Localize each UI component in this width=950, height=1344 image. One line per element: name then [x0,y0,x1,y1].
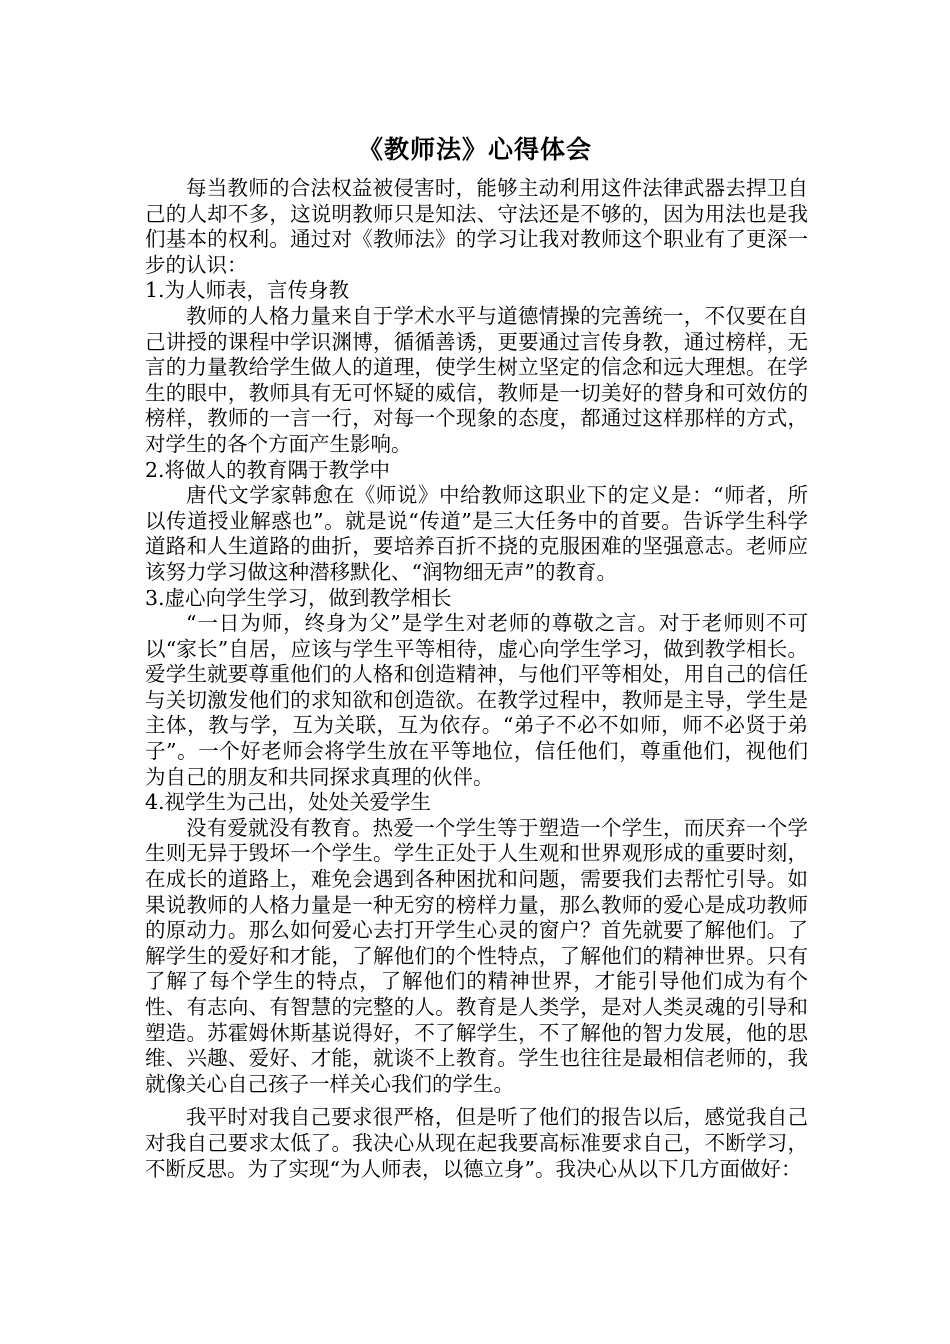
document-body [145,176,808,1182]
closing-paragraph: 我平时对我自己要求很严格，但是听了他们的报告以后，感觉我自己对我自己要求太低了。我决心从现在起我要高标准要求自己，不断学习，不断反思。为了实现“为人师表，以德立身”。我决心从以下几方面做好： [145,1105,808,1181]
section-1-heading: 1.为人师表，言传身教 [145,278,350,303]
section-3-heading: 3.虚心向学生学习，做到教学相长 [145,585,452,610]
section-4-heading: 4.视学生为己出，处处关爱学生 [145,790,432,815]
section-2-heading: 2.将做人的教育隅于教学中 [145,457,391,482]
intro-paragraph: 每当教师的合法权益被侵害时，能够主动利用这件法律武器去捍卫自己的人却不多，这说明教师只是知法、守法还是不够的，因为用法也是我们基本的权利。通过对《教师法》的学习让我对教师这个职业有了更深一步的认识： [145,176,808,277]
section-1-paragraph: 教师的人格力量来自于学术水平与道德情操的完善统一，不仅要在自己讲授的课程中学识渊博，循循善诱，更要通过言传身教，通过榜样，无言的力量教给学生做人的道理，使学生树立坚定的信念和远大理想。在学生的眼中，教师具有无可怀疑的威信，教师是一切美好的替身和可效仿的榜样，教师的一言一行，对每一个现象的态度，都通过这样那样的方式，对学生的各个方面产生影响。 [145,303,808,456]
section-2-paragraph: 唐代文学家韩愈在《师说》中给教师这职业下的定义是：“师者，所以传道授业解惑也”。就是说“传道”是三大任务中的首要。告诉学生科学道路和人生道路的曲折，要培养百折不挠的克服困难的坚强意志。老师应该努力学习做这种潜移默化、“润物细无声”的教育。 [145,483,808,584]
document-title: 《教师法》心得体会 [357,135,592,164]
section-3-paragraph: “一日为师，终身为父”是学生对老师的尊敬之言。对于老师则不可以“家长”自居，应该与学生平等相待，虚心向学生学习，做到教学相长。爱学生就要尊重他们的人格和创造精神，与他们平等相处，用自己的信任与关切激发他们的求知欲和创造欲。在教学过程中，教师是主导，学生是主体，教与学，互为关联，互为依存。“弟子不必不如师，师不必贤于弟子”。一个好老师会将学生放在平等地位，信任他们，尊重他们，视他们为自己的朋友和共同探求真理的伙伴。 [145,611,808,789]
section-4-paragraph: 没有爱就没有教育。热爱一个学生等于塑造一个学生，而厌弃一个学生则无异于毁坏一个学生。学生正处于人生观和世界观形成的重要时刻，在成长的道路上，难免会遇到各种困扰和问题，需要我们去帮忙引导。如果说教师的人格力量是一种无穷的榜样力量，那么教师的爱心是成功教师的原动力。那么如何爱心去打开学生心灵的窗户？首先就要了解他们。了解学生的爱好和才能，了解他们的个性特点，了解他们的精神世界。只有了解了每个学生的特点，了解他们的精神世界，才能引导他们成为有个性、有志向、有智慧的完整的人。教育是人类学，是对人类灵魂的引导和塑造。苏霍姆休斯基说得好，不了解学生，不了解他的智力发展，他的思维、兴趣、爱好、才能，就谈不上教育。学生也往往是最相信老师的，我就像关心自己孩子一样关心我们的学生。 [145,815,808,1096]
